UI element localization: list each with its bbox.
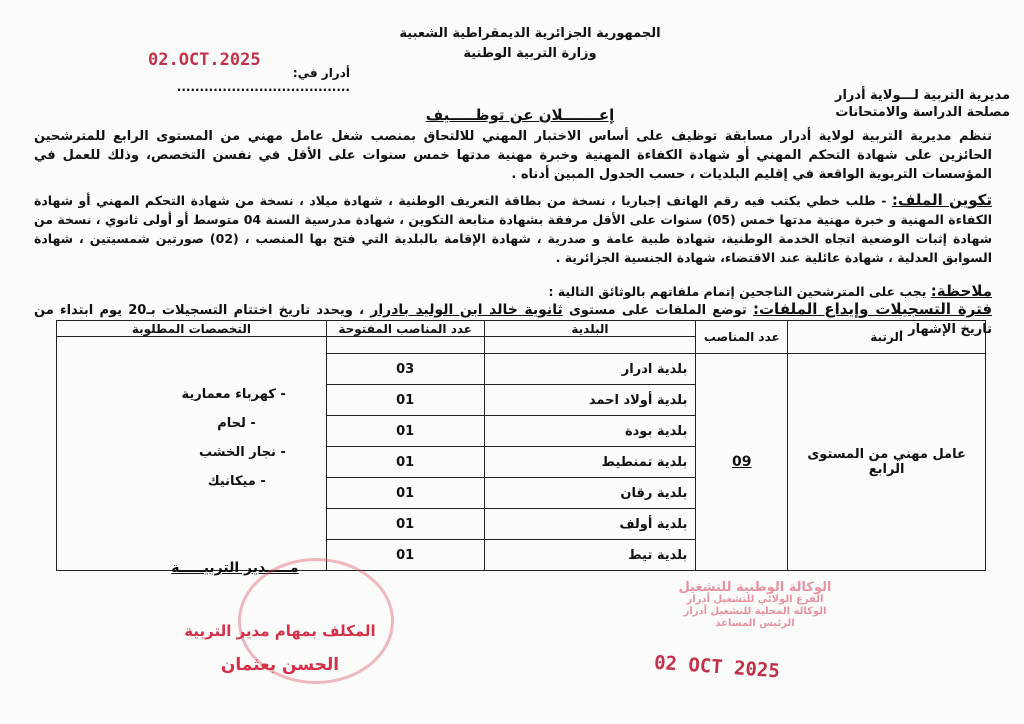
municipality-cell: بلدية أولاد احمد — [484, 385, 696, 416]
signatory-name: الحسن بعثمان — [220, 655, 340, 675]
registration-text: توضع الملفات على مستوى — [568, 303, 747, 318]
posts-table — [56, 320, 986, 571]
date-stamp: 02.OCT.2025 — [148, 50, 261, 70]
intro-paragraph: تنظم مديرية التربية لولاية أدرار مسابقة توظيف على أساس الاختبار المهني للالتحاق بمنصب شغل عامل مهني من المستوى الرابع للمترشحين الحائزين على شهادة التحكم المهني أو شهادة الكفاءة المهنية وخبرة مهنية مدتها خمس سنوات على الأقل في نفسن التخصص، وذلك للعمل في المؤسسات التربوية الواقعة في إقليم البلديات ، حسب الجدول المبين أدناه . — [34, 129, 992, 182]
republic-title: الجمهورية الجزائرية الديمقراطية الشعبية — [399, 26, 661, 41]
director-title: مـــــدير التربيـــــة — [171, 560, 299, 576]
registration-school: ثانوية خالد ابن الوليد بادرار — [370, 302, 563, 318]
ministry-title: وزارة التربية الوطنية — [463, 46, 597, 61]
announcement-title: إعـــــــلان عن توظـــــيف — [425, 106, 615, 124]
posts-cell: 01 — [326, 478, 484, 509]
file-composition-label: تكوين الملف: — [891, 191, 992, 209]
specialties-cell — [57, 337, 327, 571]
registration-label: فترة التسجيلات وإيداع الملفات: — [752, 300, 993, 318]
directorate-name: مديرية التربية لـــولاية أدرار — [834, 88, 1010, 103]
specialty-item: - لحام — [217, 416, 256, 431]
stamp-line: الوكالة المحلية للتشغيل أدرار — [683, 606, 827, 617]
municipality-cell: بلدية تمنطيط — [484, 447, 696, 478]
posts-cell: 01 — [326, 416, 484, 447]
municipality-cell: بلدية ادرار — [484, 354, 696, 385]
file-composition-text: - طلب خطي يكتب فيه رقم الهاتف إجباريا ، نسخة من بطاقة التعريف الوطنية ، شهادة ميلاد ، نسخة من شهادة التحكم المهني أو شهادة الكفاءة المهنية و خبرة مهنية مدتها خمس (05) سنوات على الأقل مرفقة بشهادة متابعة التكوين ، شهادة مدرسية السنة 04 متوسط أو أولى ثانوي ، نسخة من شهادة إثبات الوضعية اتجاه الخدمة الوطنية، شهادة طبية عامة و صدرية ، شهادة الإقامة بالبلدية التي فتح بها المنصب ، (02) صورتين شمسيتين ، شهادة السوابق العدلية ، شهادة عائلية عند الاقتضاء، شهادة الجنسية الجزائرية . — [34, 193, 993, 265]
posts-cell: 01 — [326, 540, 484, 571]
specialty-item: - نجار الخشب — [199, 445, 286, 460]
header-rank: الرتبة — [788, 321, 986, 354]
header-posts: عدد المناصب — [696, 321, 788, 354]
delegate-title: المكلف بمهام مدير التربية — [184, 622, 376, 640]
note-label: ملاحظة: — [930, 282, 992, 300]
place-date-line: أدرار في: ...................................... — [176, 66, 350, 94]
specialty-item: - كهرباء معمارية — [181, 387, 286, 402]
agency-stamp — [640, 582, 870, 630]
municipality-cell: بلدية تيط — [484, 540, 696, 571]
posts-cell: 01 — [326, 509, 484, 540]
specialty-item: - ميكانيك — [207, 474, 266, 489]
rank-cell: عامل مهني من المستوى الرابع — [788, 354, 986, 571]
posts-cell: 01 — [326, 385, 484, 416]
registration-deadline: ، ويحدد تاريخ اختتام التسجيلات بـ20 يوم ابتداء من تاريخ الإشهار . — [34, 303, 992, 337]
stamp-line: الرئيس المساعد — [715, 618, 795, 629]
header-open-posts: عدد المناصب المفتوحة — [326, 321, 484, 337]
header-municipality: البلدية — [484, 321, 696, 337]
header-specialties: التخصصات المطلوبة — [57, 321, 327, 337]
municipality-cell: بلدية رقان — [484, 478, 696, 509]
municipality-cell: بلدية بودة — [484, 416, 696, 447]
note-text: يجب على المترشحين الناجحين إتمام ملفاتهم بالوثائق التالية : — [548, 284, 927, 299]
municipality-cell: بلدية أولف — [484, 509, 696, 540]
service-name: مصلحة الدراسة والامتحانات — [835, 105, 1010, 120]
file-composition — [34, 191, 992, 267]
total-posts-cell: 09 — [696, 354, 788, 571]
posts-cell: 01 — [326, 447, 484, 478]
header-spacer — [326, 337, 484, 354]
stamp-line: الفرع الولائي للتشغيل أدرار — [686, 594, 824, 605]
agency-date-stamp: 02 OCT 2025 — [653, 651, 781, 683]
stamp-line: الوكالة الوطنية للتشغيل — [678, 580, 832, 595]
posts-cell: 03 — [326, 354, 484, 385]
header-spacer — [484, 337, 696, 354]
note — [34, 282, 992, 301]
